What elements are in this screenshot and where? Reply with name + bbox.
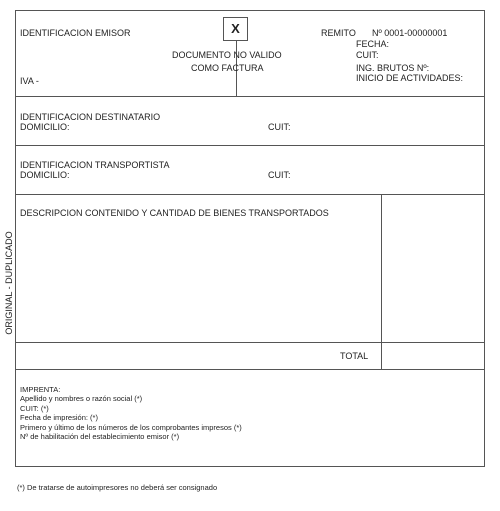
ing-brutos-label: ING. BRUTOS Nº:	[356, 63, 430, 73]
imprenta-line: Apellido y nombres o razón social (*)	[20, 394, 143, 404]
document-type-box	[223, 17, 248, 41]
emisor-title: IDENTIFICACION EMISOR	[20, 28, 131, 38]
transportista-cuit: CUIT:	[268, 170, 291, 180]
destinatario-title: IDENTIFICACION DESTINATARIO	[20, 112, 161, 122]
imprenta-line: Fecha de impresión: (*)	[20, 413, 98, 423]
divider-header	[15, 96, 485, 97]
no-valido-line2: COMO FACTURA	[191, 63, 264, 73]
column-divider	[381, 194, 382, 369]
divider-destinatario	[15, 145, 485, 146]
destinatario-cuit: CUIT:	[268, 122, 291, 132]
side-label-text: ORIGINAL - DUPLICADO	[4, 231, 14, 335]
cuit-label-emisor: CUIT:	[356, 50, 379, 60]
transportista-domicilio: DOMICILIO:	[20, 170, 70, 180]
imprenta-block	[20, 385, 242, 441]
imprenta-line: CUIT: (*)	[20, 403, 49, 413]
imprenta-title: IMPRENTA:	[20, 385, 61, 394]
transportista-title: IDENTIFICACION TRANSPORTISTA	[20, 160, 170, 170]
fecha-label: FECHA:	[356, 39, 390, 49]
imprenta-line: Primero y último de los números de los comprobantes impresos (*)	[20, 422, 242, 432]
iva-label: IVA -	[20, 76, 39, 86]
remito-number: Nº 0001-00000001	[372, 28, 448, 38]
divider-total-bottom	[15, 369, 485, 370]
original-duplicado-label	[3, 224, 15, 342]
divider-transportista	[15, 194, 485, 195]
footnote: (*) De tratarse de autoimpresores no deberá ser consignado	[17, 483, 218, 492]
descripcion-header: DESCRIPCION CONTENIDO Y CANTIDAD DE BIENES TRANSPORTADOS	[20, 208, 329, 218]
remito-label: REMITO	[321, 28, 356, 38]
document-type-mark: X	[231, 21, 240, 36]
imprenta-line: Nº de habilitación del establecimiento emisor (*)	[20, 432, 180, 442]
total-label: TOTAL	[340, 351, 369, 361]
no-valido-line1: DOCUMENTO NO VALIDO	[172, 50, 282, 60]
divider-total-top	[15, 342, 485, 343]
inicio-actividades-label: INICIO DE ACTIVIDADES:	[356, 73, 464, 83]
destinatario-domicilio: DOMICILIO:	[20, 122, 70, 132]
